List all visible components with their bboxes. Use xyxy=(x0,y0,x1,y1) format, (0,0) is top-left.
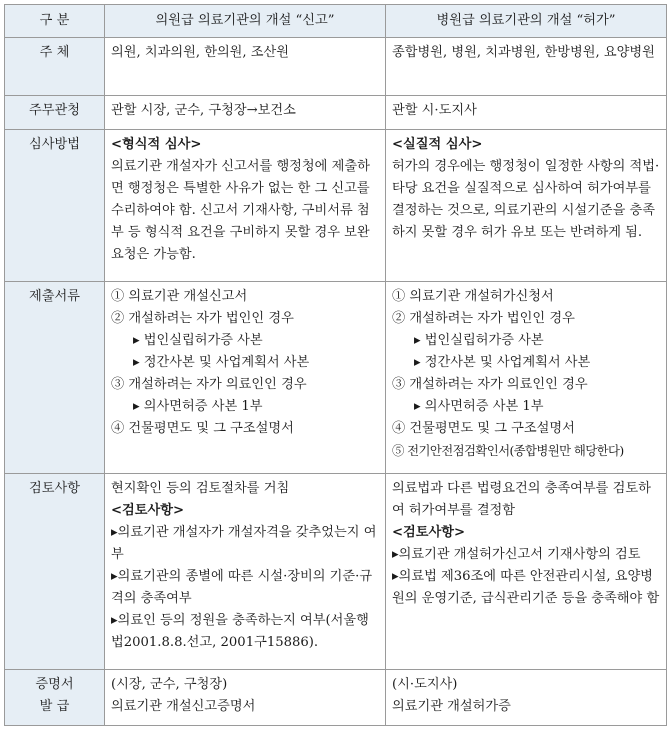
header-category: 구 분 xyxy=(5,5,105,38)
clinic-review-text: 의료기관 개설자가 신고서를 행정청에 제출하면 행정청은 특별한 사유가 없는 한 그 신고를 수리하여야 함. 신고서 기재사항, 구비서류 첨부 등 형식적 요건을 구비하지 못할 경우 보완요청은 가능함. xyxy=(111,159,370,262)
header-hospital: 병원급 의료기관의 개설 “허가” xyxy=(386,5,667,38)
hospital-certificate xyxy=(386,670,667,726)
hospital-documents xyxy=(386,282,667,474)
review-bullet: ▸의료인 등의 정원을 충족하는지 여부(서울행법2001.8.8.선고, 2001구15886). xyxy=(111,613,369,650)
header-row xyxy=(5,5,667,38)
row-documents xyxy=(5,282,667,474)
document-item: ▸ 의사면허증 사본 1부 xyxy=(133,399,263,414)
hospital-certificate-doc: 의료기관 개설허가증 xyxy=(392,699,511,714)
clinic-review-heading: <형식적 심사> xyxy=(111,137,202,152)
clinic-certificate xyxy=(105,670,386,726)
document-item: ① 의료기관 개설신고서 xyxy=(111,289,248,304)
row-certificate xyxy=(5,670,667,726)
hospital-review-heading: <실질적 심사> xyxy=(392,137,483,152)
clinic-review-method xyxy=(105,130,386,282)
review-bullet: ▸의료기관 개설자가 개설자격을 갖추었는지 여부 xyxy=(111,525,377,562)
clinic-review-items-heading: <검토사항> xyxy=(111,503,185,518)
review-bullet: ▸의료기관의 종별에 따른 시설·장비의 기준·규격의 충족여부 xyxy=(111,569,373,606)
hospital-review-bullets xyxy=(392,544,660,610)
clinic-authority: 관할 시장, 군수, 구청장→보건소 xyxy=(105,96,386,130)
document-item: ④ 건물평면도 및 그 구조설명서 xyxy=(392,421,575,436)
review-bullet: ▸의료법 제36조에 따른 안전관리시설, 요양병원의 운영기준, 급식관리기준 등을 충족해야 함 xyxy=(392,569,660,606)
clinic-documents xyxy=(105,282,386,474)
document-item: ① 의료기관 개설허가신청서 xyxy=(392,289,554,304)
hospital-authority: 관할 시·도지사 xyxy=(386,96,667,130)
label-certificate-line1: 증명서 xyxy=(35,677,74,692)
row-subject xyxy=(5,38,667,96)
header-clinic: 의원급 의료기관의 개설 “신고” xyxy=(105,5,386,38)
hospital-document-last: ⑤ 전기안전점검확인서(종합병원만 해당한다) xyxy=(392,443,624,458)
label-authority: 주무관청 xyxy=(5,96,105,130)
document-item: ▸ 의사면허증 사본 1부 xyxy=(414,399,544,414)
hospital-review-method xyxy=(386,130,667,282)
document-item: ② 개설하려는 자가 법인인 경우 xyxy=(392,311,575,326)
clinic-document-list xyxy=(111,286,379,440)
label-review-items: 검토사항 xyxy=(5,474,105,670)
label-subject: 주 체 xyxy=(5,38,105,96)
document-item: ③ 개설하려는 자가 의료인인 경우 xyxy=(392,377,588,392)
row-review-items xyxy=(5,474,667,670)
document-item: ▸ 정간사본 및 사업계획서 사본 xyxy=(133,355,310,370)
document-item: ▸ 법인실립허가증 사본 xyxy=(414,333,544,348)
hospital-document-list xyxy=(392,286,660,440)
hospital-subject: 종합병원, 병원, 치과병원, 한방병원, 요양병원 xyxy=(386,38,667,96)
clinic-review-bullets xyxy=(111,522,379,654)
clinic-subject: 의원, 치과의원, 한의원, 조산원 xyxy=(105,38,386,96)
clinic-certificate-doc: 의료기관 개설신고증명서 xyxy=(111,699,256,714)
hospital-review-text: 허가의 경우에는 행정청이 일정한 사항의 적법·타당 요건을 실질적으로 심사하여 허가여부를 결정하는 것으로, 의료기관의 시설기준을 충족하지 못할 경우 허가 유보 또는 반려하게 됨. xyxy=(392,159,660,240)
hospital-review-intro: 의료법과 다른 법령요건의 충족여부를 검토하여 허가여부를 결정함 xyxy=(392,481,651,518)
hospital-review-items-heading: <검토사항> xyxy=(392,525,466,540)
label-documents: 제출서류 xyxy=(5,282,105,474)
comparison-table xyxy=(4,4,667,726)
label-review-method: 심사방법 xyxy=(5,130,105,282)
hospital-certificate-authority: (시·도지사) xyxy=(392,677,458,692)
document-item: ③ 개설하려는 자가 의료인인 경우 xyxy=(111,377,307,392)
clinic-review-items xyxy=(105,474,386,670)
document-item: ▸ 정간사본 및 사업계획서 사본 xyxy=(414,355,591,370)
label-certificate-line2: 발 급 xyxy=(39,699,70,714)
document-item: ▸ 법인실립허가증 사본 xyxy=(133,333,263,348)
clinic-review-intro: 현지확인 등의 검토절차를 거침 xyxy=(111,481,290,496)
review-bullet: ▸의료기관 개설허가신고서 기재사항의 검토 xyxy=(392,547,641,562)
clinic-certificate-authority: (시장, 군수, 구청장) xyxy=(111,677,228,692)
label-certificate xyxy=(5,670,105,726)
hospital-review-items xyxy=(386,474,667,670)
document-item: ④ 건물평면도 및 그 구조설명서 xyxy=(111,421,294,436)
document-item: ② 개설하려는 자가 법인인 경우 xyxy=(111,311,294,326)
row-authority xyxy=(5,96,667,130)
row-review-method xyxy=(5,130,667,282)
